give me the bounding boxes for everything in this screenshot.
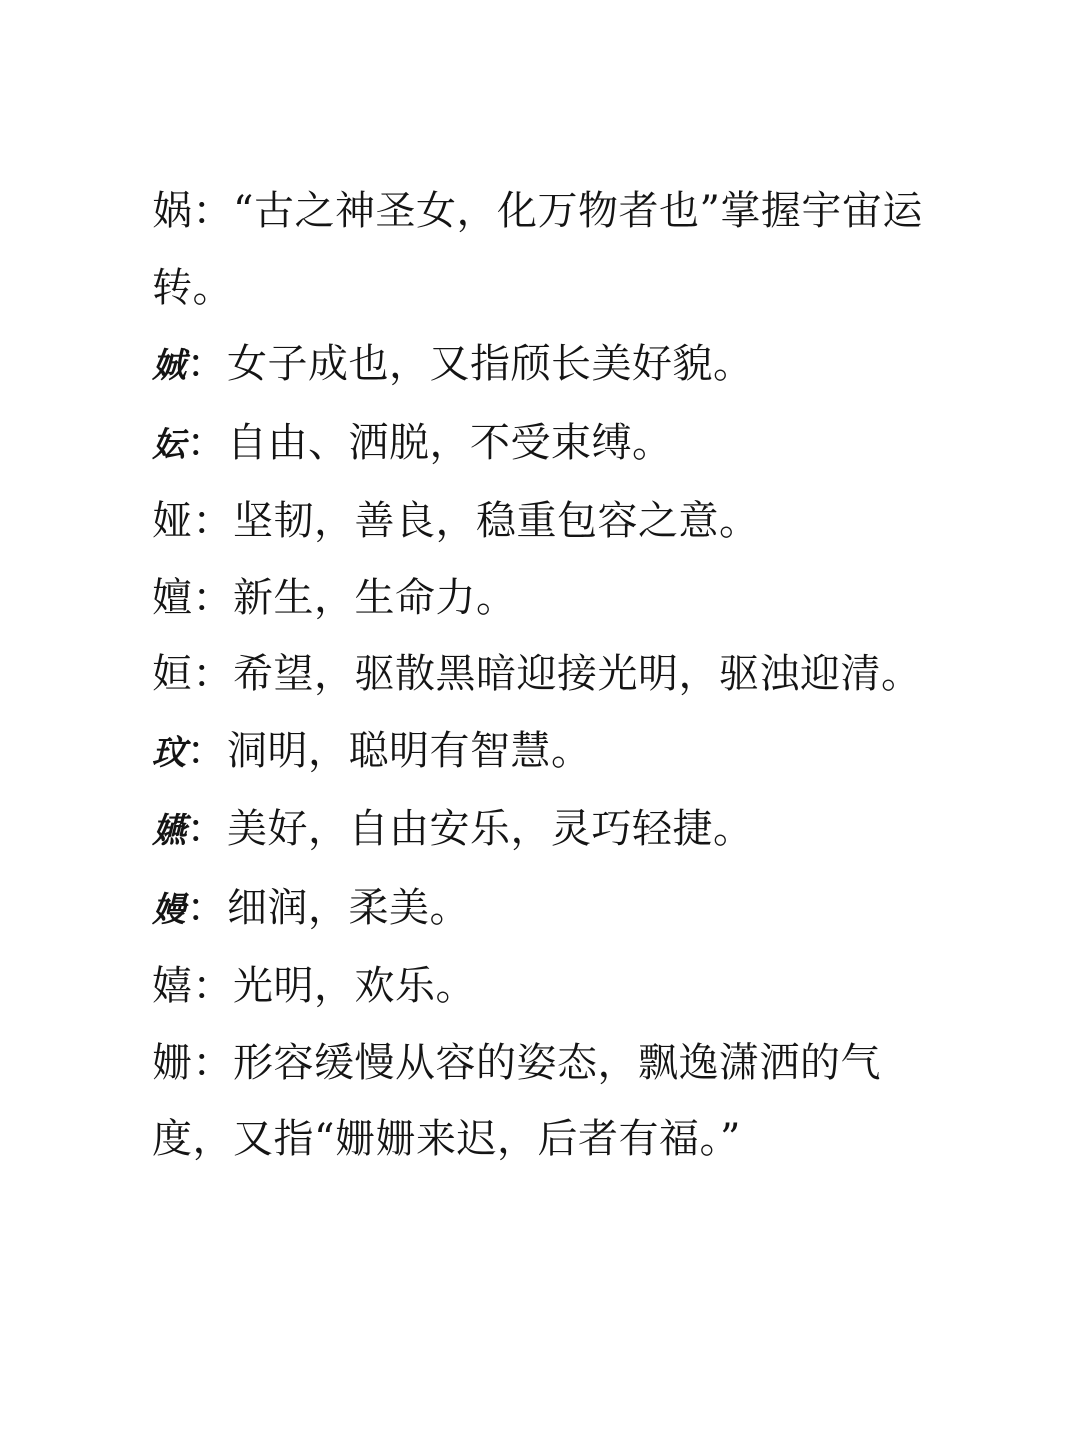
entry-character: 嫚 <box>152 889 187 930</box>
entry-separator: ： <box>192 188 233 234</box>
entry-description: 形容缓慢从容的姿态，飘逸潇洒的气度，又指“姗姗来迟，后者有福。” <box>152 1039 881 1162</box>
entry-yun <box>152 405 932 484</box>
entry-separator: ： <box>192 651 233 697</box>
entry-shan-2 <box>152 1025 932 1178</box>
entry-man <box>152 870 932 949</box>
entry-separator: ： <box>192 963 233 1009</box>
entry-description: “古之神圣女，化万物者也”掌握宇宙运转。 <box>152 188 923 311</box>
entry-description: 希望，驱散黑暗迎接光明，驱浊迎清。 <box>233 651 922 697</box>
entry-shan <box>152 560 932 637</box>
entry-character: 嬉 <box>152 963 193 1009</box>
entry-separator: ： <box>186 341 227 387</box>
entry-description: 坚韧，善良，稳重包容之意。 <box>233 498 760 544</box>
entry-ya <box>152 483 932 560</box>
entry-description: 美好，自由安乐，灵巧轻捷。 <box>227 806 754 852</box>
entry-heng <box>152 636 932 713</box>
entry-description: 细润，柔美。 <box>227 884 470 931</box>
entry-separator: ： <box>186 884 227 931</box>
entry-description: 光明，欢乐。 <box>233 963 476 1009</box>
entry-separator: ： <box>186 419 227 466</box>
entry-separator: ： <box>192 574 233 621</box>
entry-separator: ： <box>192 498 233 544</box>
entry-character: 玟 <box>152 732 187 773</box>
entry-separator: ： <box>186 806 227 852</box>
name-meaning-list <box>152 173 932 1178</box>
entry-character: 嬗 <box>152 574 193 621</box>
entry-character: 嬿 <box>152 811 187 851</box>
entry-description: 自由、洒脱，不受束缚。 <box>227 419 673 466</box>
entry-character: 妘 <box>152 424 187 465</box>
entry-character: 娍 <box>152 346 187 386</box>
entry-description: 新生，生命力。 <box>233 574 517 621</box>
entry-min <box>152 713 932 792</box>
entry-wa <box>152 173 932 326</box>
entry-xi <box>152 948 932 1025</box>
entry-character: 娲 <box>152 188 193 234</box>
entry-separator: ： <box>186 727 227 774</box>
entry-character: 姮 <box>152 651 193 697</box>
entry-description: 女子成也，又指颀长美好貌。 <box>227 341 754 387</box>
entry-yan <box>152 791 932 870</box>
entry-separator: ： <box>192 1039 233 1086</box>
entry-character: 姗 <box>152 1039 193 1086</box>
entry-description: 洞明，聪明有智慧。 <box>227 727 592 774</box>
entry-character: 娅 <box>152 498 193 544</box>
entry-cheng <box>152 326 932 405</box>
